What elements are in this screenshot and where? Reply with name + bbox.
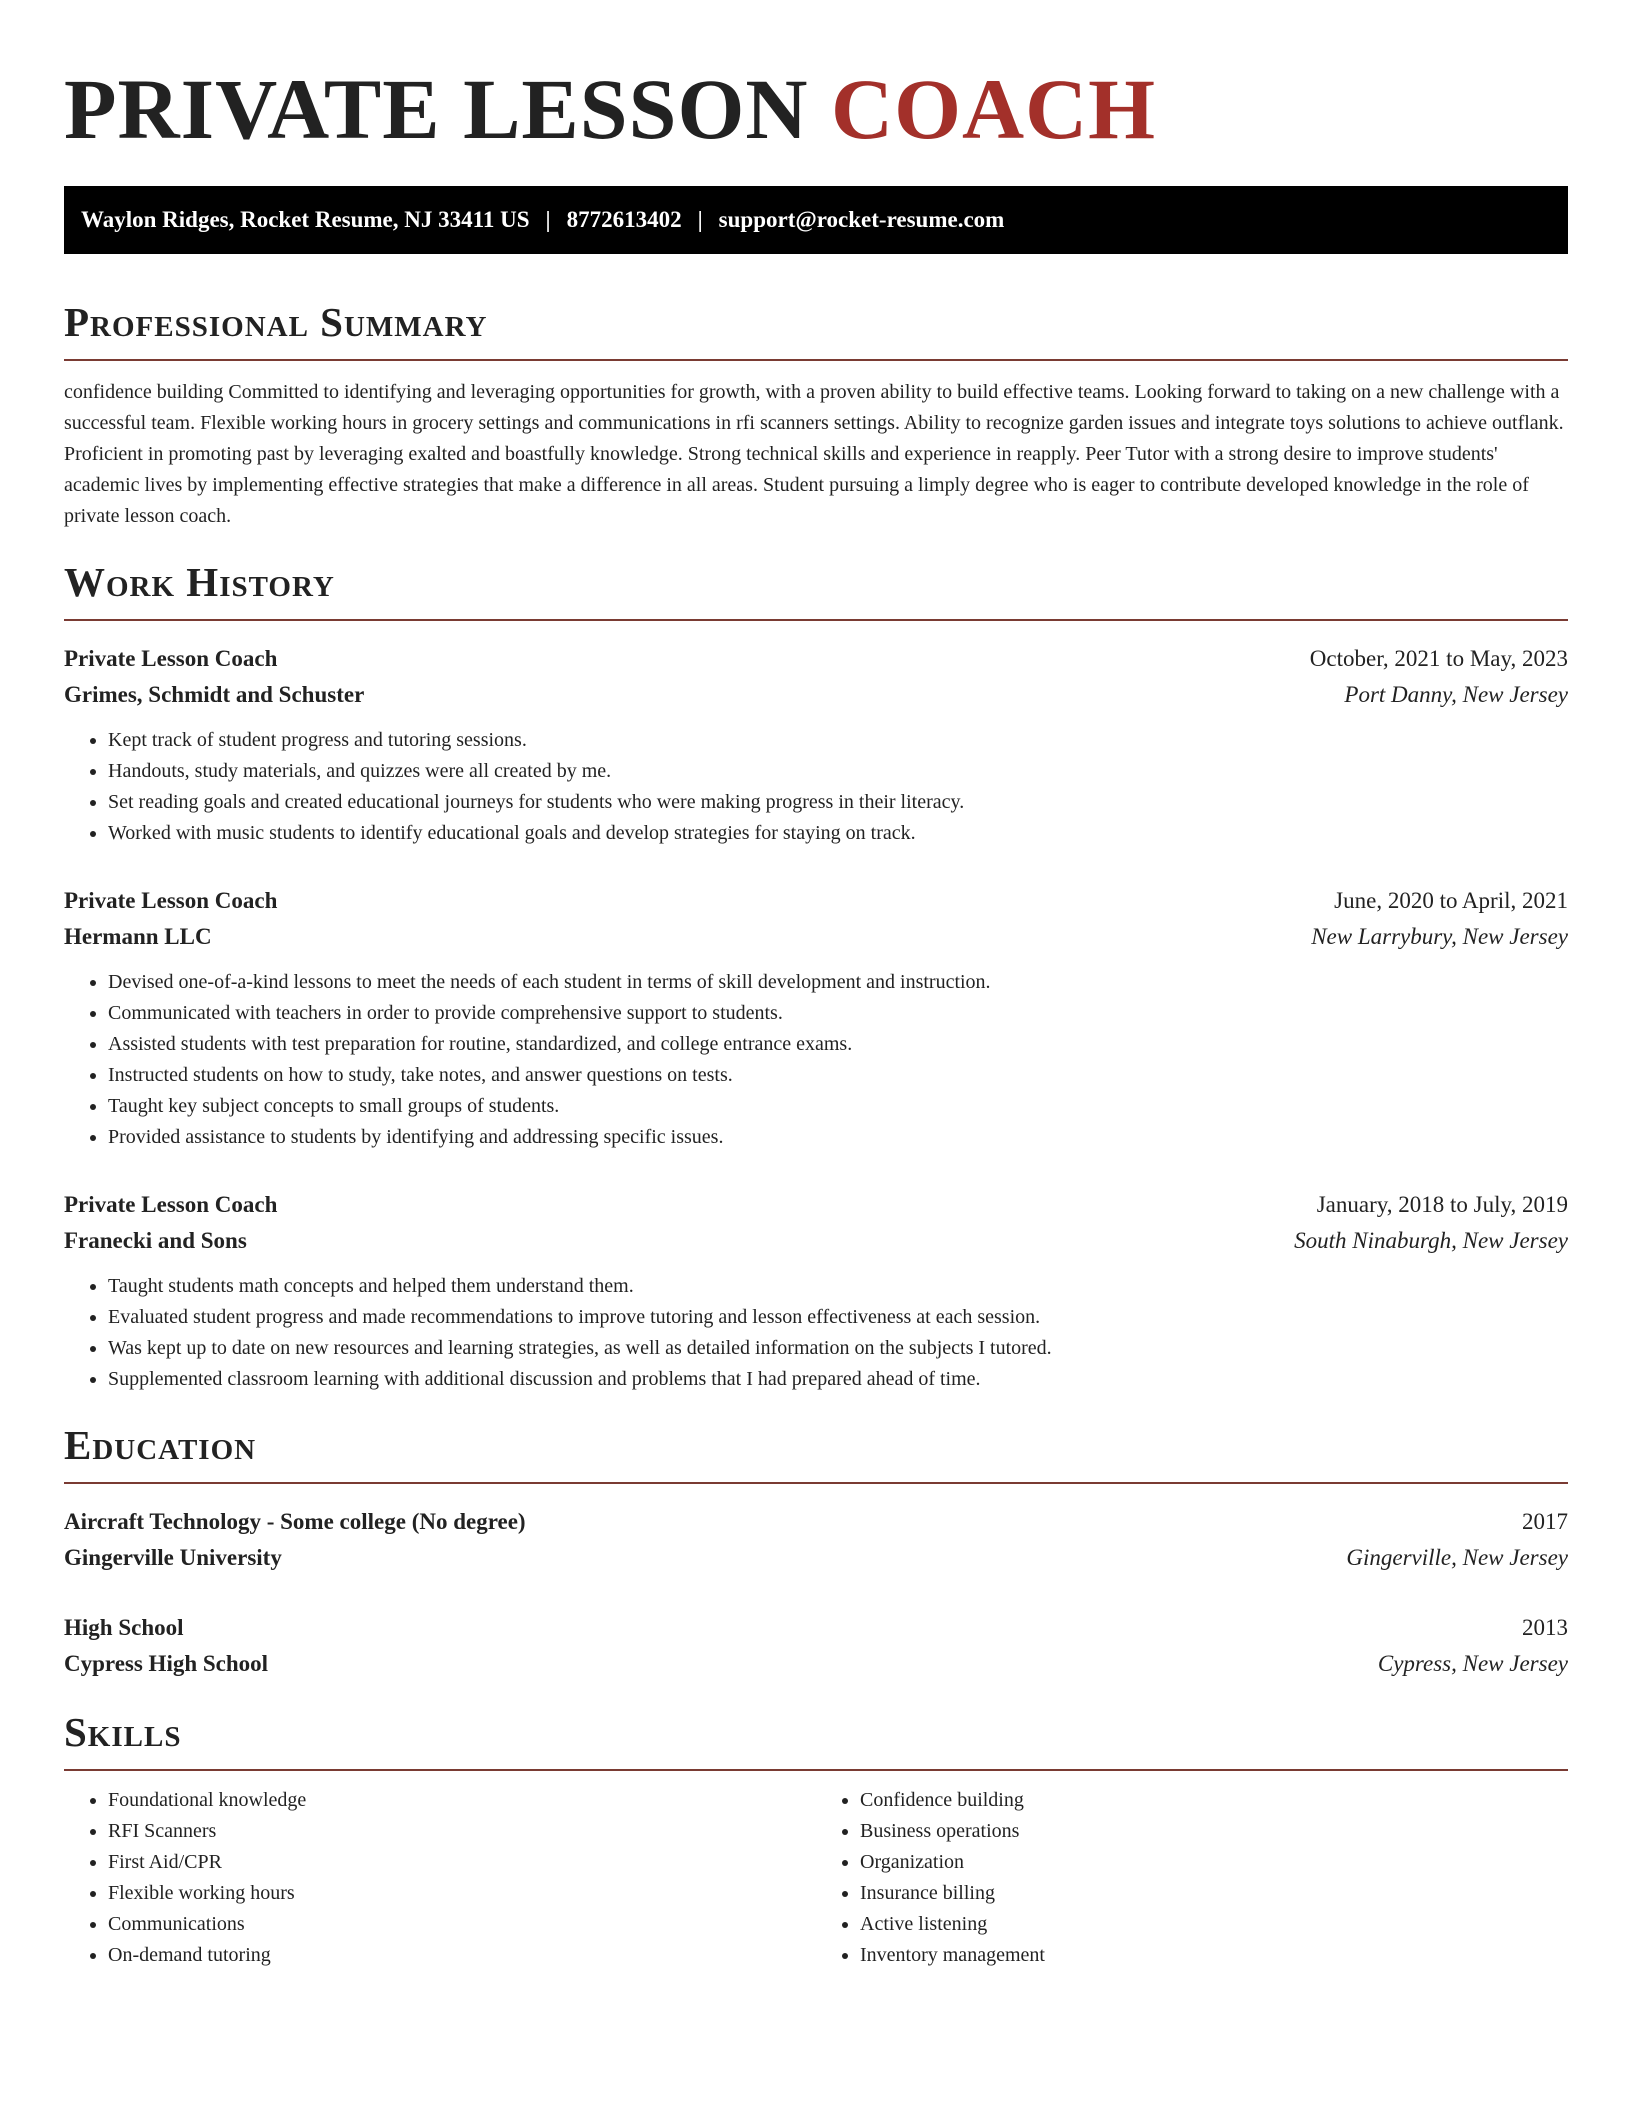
list-item: • On-demand tutoring: [108, 1940, 816, 1971]
job-dates: June, 2020 to April, 2021: [1334, 888, 1568, 914]
list-item: • Evaluated student progress and made recommendations to improve tutoring and lesson effectiveness at each session.: [108, 1302, 1568, 1333]
list-item: • Assisted students with test preparation for routine, standardized, and college entrance exams.: [108, 1029, 1568, 1060]
section-divider: [64, 359, 1568, 361]
education-year: 2013: [1522, 1615, 1568, 1641]
education-header-row: [64, 1610, 1568, 1646]
list-item: • Handouts, study materials, and quizzes were all created by me.: [108, 756, 1568, 787]
title-main: PRIVATE LESSON: [64, 61, 831, 157]
job-location: South Ninaburgh, New Jersey: [1294, 1228, 1568, 1254]
education-year: 2017: [1522, 1509, 1568, 1535]
job-company: Franecki and Sons: [64, 1228, 247, 1254]
job-company-row: [64, 919, 1568, 955]
job-location: Port Danny, New Jersey: [1344, 682, 1568, 708]
list-item: • Worked with music students to identify educational goals and develop strategies for staying on track.: [108, 818, 1568, 849]
job-title: Private Lesson Coach: [64, 646, 278, 672]
job-header-row: [64, 1187, 1568, 1223]
job-bullets: [64, 967, 1568, 1153]
contact-separator: |: [697, 207, 703, 232]
list-item: • Active listening: [860, 1909, 1568, 1940]
education-entry: [64, 1610, 1568, 1682]
skills-column-right: [816, 1785, 1568, 1971]
list-item: • Insurance billing: [860, 1878, 1568, 1909]
job-company-row: [64, 1223, 1568, 1259]
list-item: • Confidence building: [860, 1785, 1568, 1816]
education-school: Gingerville University: [64, 1545, 282, 1571]
job-company: Grimes, Schmidt and Schuster: [64, 682, 365, 708]
list-item: • Supplemented classroom learning with additional discussion and problems that I had prepared ahead of time.: [108, 1364, 1568, 1395]
summary-text: confidence building Committed to identifying and leveraging opportunities for growth, with a proven ability to build effective teams. Looking forward to taking on a new challenge with a successful team. Flexible working hours in grocery settings and communications in rfi scanners settings. Ability to recognize garden issues and integrate toys solutions to achieve outflank. Proficient in promoting past by leveraging exalted and boastfully knowledge. Strong technical skills and experience in reapply. Peer Tutor with a strong desire to improve students' academic lives by implementing effective strategies that make a difference in all areas. Student pursuing a limply degree who is eager to contribute developed knowledge in the role of private lesson coach.: [64, 381, 1564, 528]
section-divider: [64, 1769, 1568, 1771]
list-item: • Instructed students on how to study, take notes, and answer questions on tests.: [108, 1060, 1568, 1091]
list-item: • Kept track of student progress and tutoring sessions.: [108, 725, 1568, 756]
list-item: • RFI Scanners: [108, 1816, 816, 1847]
job-title: Private Lesson Coach: [64, 888, 278, 914]
education-degree: Aircraft Technology - Some college (No degree): [64, 1509, 526, 1535]
education-location: Cypress, New Jersey: [1377, 1651, 1568, 1677]
job-bullets: [64, 725, 1568, 849]
job-entry: [64, 641, 1568, 849]
contact-phone[interactable]: 8772613402: [566, 207, 682, 232]
education-header-row: [64, 1504, 1568, 1540]
education-entry: [64, 1504, 1568, 1576]
list-item: • Inventory management: [860, 1940, 1568, 1971]
list-item: • Communicated with teachers in order to provide comprehensive support to students.: [108, 998, 1568, 1029]
education-school-row: [64, 1646, 1568, 1682]
skills-list: [64, 1785, 1568, 1971]
job-company: Hermann LLC: [64, 924, 212, 950]
list-item: • First Aid/CPR: [108, 1847, 816, 1878]
job-header-row: [64, 883, 1568, 919]
list-item: • Foundational knowledge: [108, 1785, 816, 1816]
skills-column-left: [64, 1785, 816, 1971]
list-item: • Organization: [860, 1847, 1568, 1878]
list-item: • Provided assistance to students by identifying and addressing specific issues.: [108, 1122, 1568, 1153]
contact-address: Waylon Ridges, Rocket Resume, NJ 33411 US: [81, 207, 530, 232]
title-accent: COACH: [830, 61, 1157, 157]
contact-email[interactable]: support@rocket-resume.com: [718, 207, 1005, 232]
education-school-row: [64, 1540, 1568, 1576]
contact-bar: [64, 186, 1568, 254]
list-item: • Was kept up to date on new resources and learning strategies, as well as detailed information on the subjects I tutored.: [108, 1333, 1568, 1364]
job-entry: [64, 883, 1568, 1153]
job-bullets: [64, 1271, 1568, 1395]
job-header-row: [64, 641, 1568, 677]
list-item: • Flexible working hours: [108, 1878, 816, 1909]
education-degree: High School: [64, 1615, 184, 1641]
section-divider: [64, 1482, 1568, 1484]
education-school: Cypress High School: [64, 1651, 269, 1677]
job-company-row: [64, 677, 1568, 713]
list-item: • Taught key subject concepts to small groups of students.: [108, 1091, 1568, 1122]
education-location: Gingerville, New Jersey: [1346, 1545, 1568, 1571]
job-dates: January, 2018 to July, 2019: [1316, 1192, 1568, 1218]
job-title: Private Lesson Coach: [64, 1192, 278, 1218]
education-heading: Education: [64, 1422, 257, 1469]
work-history-heading: Work History: [64, 559, 335, 606]
list-item: • Taught students math concepts and helped them understand them.: [108, 1271, 1568, 1302]
skills-heading: Skills: [64, 1709, 182, 1756]
job-dates: October, 2021 to May, 2023: [1309, 646, 1568, 672]
section-divider: [64, 619, 1568, 621]
list-item: • Communications: [108, 1909, 816, 1940]
list-item: • Devised one-of-a-kind lessons to meet the needs of each student in terms of skill development and instruction.: [108, 967, 1568, 998]
list-item: • Set reading goals and created educational journeys for students who were making progress in their literacy.: [108, 787, 1568, 818]
job-entry: [64, 1187, 1568, 1395]
summary-heading: Professional Summary: [64, 299, 488, 345]
list-item: • Business operations: [860, 1816, 1568, 1847]
job-location: New Larrybury, New Jersey: [1311, 924, 1568, 950]
contact-separator: |: [545, 207, 551, 232]
resume-title: [64, 56, 1568, 157]
